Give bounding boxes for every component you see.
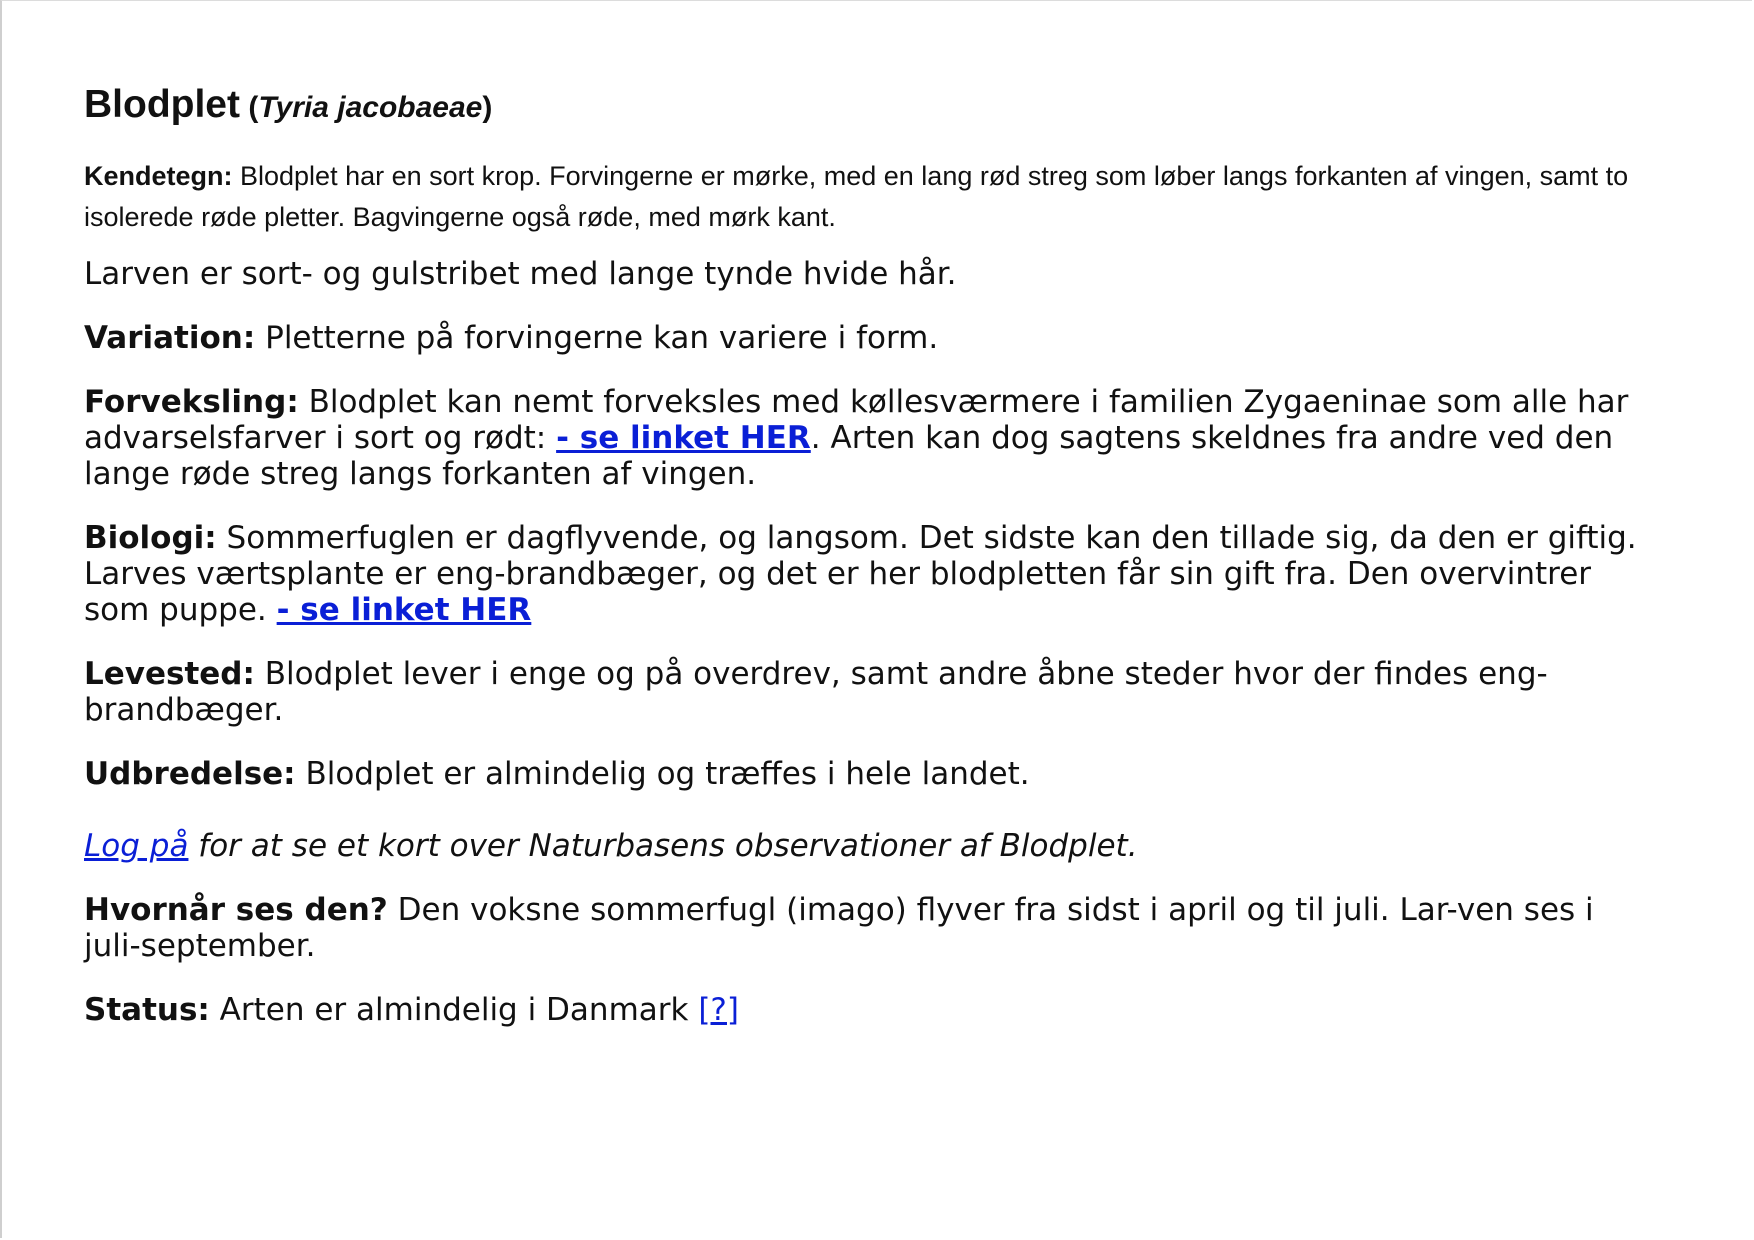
biologi-label: Biologi: [84, 520, 217, 556]
article-content [84, 77, 1644, 1056]
larve-text: Larven er sort- og gulstribet med lange tynde hvide hår. [84, 256, 957, 292]
kendetegn-paragraph [84, 156, 1644, 238]
levested-paragraph [84, 656, 1644, 728]
kendetegn-label: Kendetegn: [84, 161, 233, 191]
status-info-link[interactable]: [?] [698, 992, 739, 1028]
larve-paragraph [84, 256, 1644, 292]
forveksling-link[interactable]: - se linket HER [556, 420, 811, 456]
scientific-name-wrapper [240, 91, 492, 124]
status-text: Arten er almindelig i Danmark [209, 992, 699, 1028]
variation-paragraph [84, 320, 1644, 356]
hvornaar-paragraph [84, 892, 1644, 964]
levested-label: Levested: [84, 656, 255, 692]
status-paragraph [84, 992, 1644, 1028]
hvornaar-text: Den voksne sommerfugl (imago) flyver fra sidst i april og til juli. Lar-ven ses i juli-september. [84, 892, 1594, 964]
close-paren: ) [482, 91, 493, 124]
udbredelse-paragraph [84, 756, 1644, 792]
forveksling-text-before: Blodplet kan nemt forveksles med køllesværmere i familien Zygaeninae som alle har advarselsfarver i sort og rødt: [84, 384, 1629, 456]
open-paren: ( [239, 91, 259, 124]
forveksling-text-after: . Arten kan dog sagtens skeldnes fra andre ved den lange røde streg langs forkanten af vingen. [84, 420, 1614, 492]
forveksling-paragraph [84, 384, 1644, 492]
status-label: Status: [84, 992, 210, 1028]
login-link[interactable]: Log på [84, 828, 189, 864]
biologi-text: Sommerfuglen er dagflyvende, og langsom. Det sidste kan den tillade sig, da den er giftig. Larves værtsplante er eng-brandbæger, og det er her blodpletten får sin gift fra. Den overvintrer som puppe. [84, 520, 1637, 628]
biologi-link[interactable]: - se linket HER [276, 592, 532, 628]
udbredelse-text: Blodplet er almindelig og træffes i hele landet. [295, 756, 1030, 792]
biologi-paragraph [84, 520, 1644, 628]
variation-label: Variation: [84, 320, 256, 356]
levested-text: Blodplet lever i enge og på overdrev, samt andre åbne steder hvor der findes eng-brandbæger. [84, 656, 1548, 728]
kendetegn-text: Blodplet har en sort krop. Forvingerne er mørke, med en lang rød streg som løber langs forkanten af vingen, samt to isolerede røde pletter. Bagvingerne også røde, med mørk kant. [84, 161, 1629, 232]
forveksling-label: Forveksling: [84, 384, 299, 420]
page-title [84, 77, 1644, 136]
variation-text: Pletterne på forvingerne kan variere i form. [255, 320, 939, 356]
species-name: Blodplet [84, 83, 240, 126]
login-text: for at se et kort over Naturbasens observationer af Blodplet. [188, 828, 1138, 864]
scientific-name: Tyria jacobaeae [258, 91, 483, 124]
login-paragraph [84, 828, 1644, 864]
hvornaar-label: Hvornår ses den? [84, 892, 388, 928]
udbredelse-label: Udbredelse: [84, 756, 296, 792]
